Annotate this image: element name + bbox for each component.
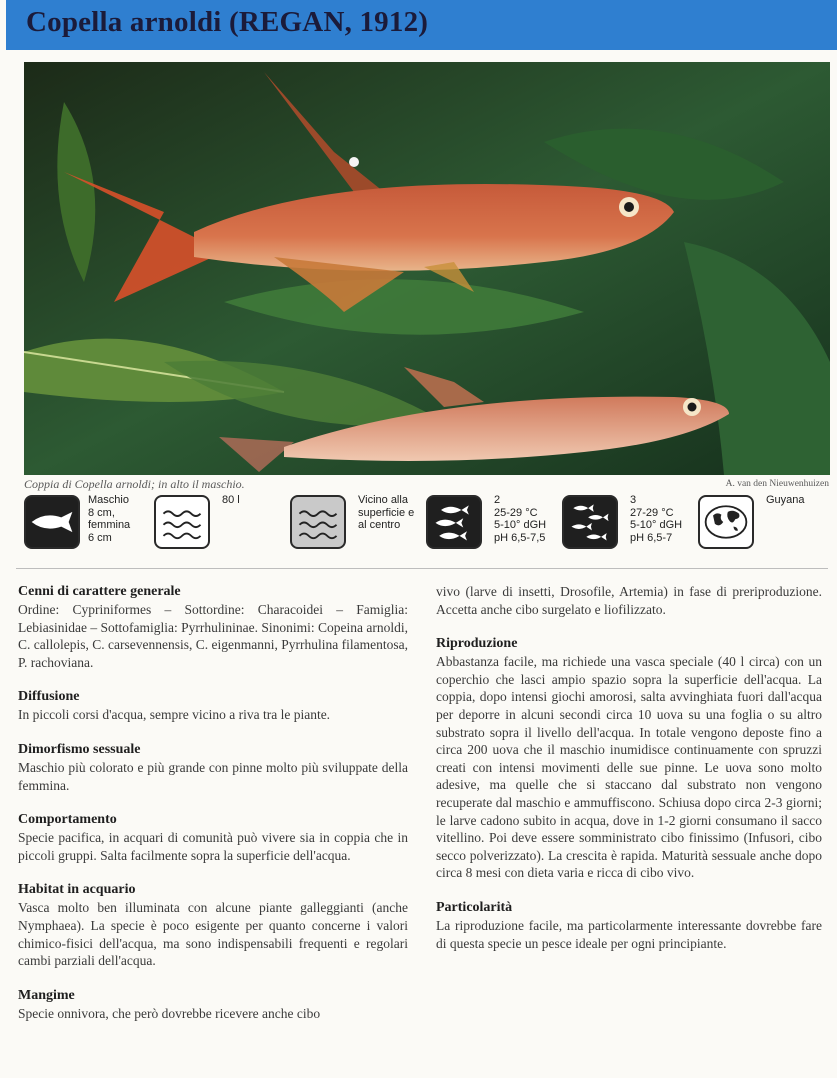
water-a-text: 2 25-29 °C 5-10° dGH pH 6,5-7,5 — [494, 494, 547, 544]
section-behaviour — [18, 811, 408, 864]
water-b-text: 3 27-29 °C 5-10° dGH pH 6,5-7 — [630, 494, 683, 544]
origin-text: Guyana — [766, 494, 805, 506]
section-text: Ordine: Cypriniformes – Sottordine: Characoidei – Famiglia: Lebiasinidae – Sottofamiglia: Pyrrhulininae. Sinonimi: Copeina arnoldi, C. callolepis, C. carsevennensis, C. eigenmanni, Pyrrhulina filamentosa, P. rachoviana. — [18, 602, 408, 670]
section-text: In piccoli corsi d'acqua, sempre vicino a riva tra le piante. — [18, 707, 331, 723]
section-heading: Dimorfismo sessuale — [18, 741, 141, 757]
title-bar — [6, 0, 837, 50]
tank-volume-icon — [154, 495, 210, 549]
section-text: Specie onnivora, che però dovrebbe ricevere anche cibo — [18, 1005, 321, 1021]
size-text: Maschio 8 cm, femmina 6 cm — [88, 494, 131, 544]
page-title: Copella arnoldi (REGAN, 1912) — [26, 6, 429, 38]
left-column — [18, 583, 408, 1022]
fish-photo — [24, 62, 830, 475]
section-heading: Habitat in acquario — [18, 882, 136, 898]
swim-zone-text: Vicino alla superficie e al centro — [358, 494, 415, 531]
section-food — [18, 987, 408, 1023]
photo-caption: Coppia di Copella arnoldi; in alto il maschio. — [24, 477, 245, 491]
section-heading: Particolarità — [436, 899, 513, 915]
fish-size-icon — [24, 495, 80, 549]
section-distribution — [18, 688, 408, 724]
section-heading: Comportamento — [18, 812, 117, 828]
specs-strip — [24, 492, 830, 554]
section-heading: Mangime — [18, 987, 75, 1003]
section-heading: Diffusione — [18, 689, 80, 705]
swim-zone-icon — [290, 495, 346, 549]
section-text: Specie pacifica, in acquari di comunità può vivere sia in coppia che in piccoli gruppi. Salta facilmente sopra la superficie dell'acqua. — [18, 830, 408, 863]
section-text: vivo (larve di insetti, Drosofile, Artemia) in fase di preriproduzione. Accetta anche cibo surgelato e liofilizzato. — [436, 584, 822, 617]
section-general — [18, 583, 408, 671]
section-habitat — [18, 881, 408, 969]
water-type-b-icon — [562, 495, 618, 549]
fish-photo-illustration — [24, 62, 830, 475]
divider — [16, 568, 828, 569]
section-dimorphism — [18, 741, 408, 794]
right-column — [436, 583, 822, 952]
section-reproduction — [436, 635, 822, 882]
world-map-icon — [698, 495, 754, 549]
section-particulars — [436, 899, 822, 952]
section-text: Maschio più colorato e più grande con pinne molto più sviluppate della femmina. — [18, 759, 408, 793]
water-type-a-icon — [426, 495, 482, 549]
section-text: Abbastanza facile, ma richiede una vasca speciale (40 l circa) con un coperchio che lasci ampio spazio sopra la superficie dell'acqua. La coppia, dopo intensi giochi amorosi, salta avvinghiata fuori dall'acqua per deporre in alcuni secondi circa 10 uova su una foglia o su altro substrato sopra il livello dell'acqua. In totale vengono deposte fino a circa 200 uova che il maschio inumidisce continuamente con spruzzi creati con intensi movimenti delle sue pinne. Le uova sono molto adesive, ma quelle che si staccano dal substrato non vengono recuperate dal maschio e ammuffiscono. Schiusa dopo circa 2-3 giorni; le larve cadono subito in acqua, dove in 1-2 giorni consumano il sacco vitellino. Poi deve essere somministrato cibo finissimo (Infusori, cibo secco polverizzato). La crescita è rapida. Maturità sessuale anche dopo circa 8 mesi con dieta varia e ricca di cibo vivo. — [436, 654, 822, 881]
section-text: Vasca molto ben illuminata con alcune piante galleggianti (anche Nymphaea). La specie è poco esigente per quanto concerne i valori chimico-fisici dell'acqua, ma sono indispensabili frequenti e regolari cambi parziali dell'acqua. — [18, 900, 408, 969]
section-heading: Riproduzione — [436, 636, 518, 652]
volume-text: 80 l — [222, 494, 240, 506]
section-text: La riproduzione facile, ma particolarmente interessante dovrebbe fare di questa specie un pesce ideale per ogni principiante. — [436, 917, 822, 951]
photo-credit: A. van den Nieuwenhuizen — [725, 479, 829, 489]
section-heading: Cenni di carattere generale — [18, 584, 181, 599]
section-food-continued — [436, 583, 822, 618]
